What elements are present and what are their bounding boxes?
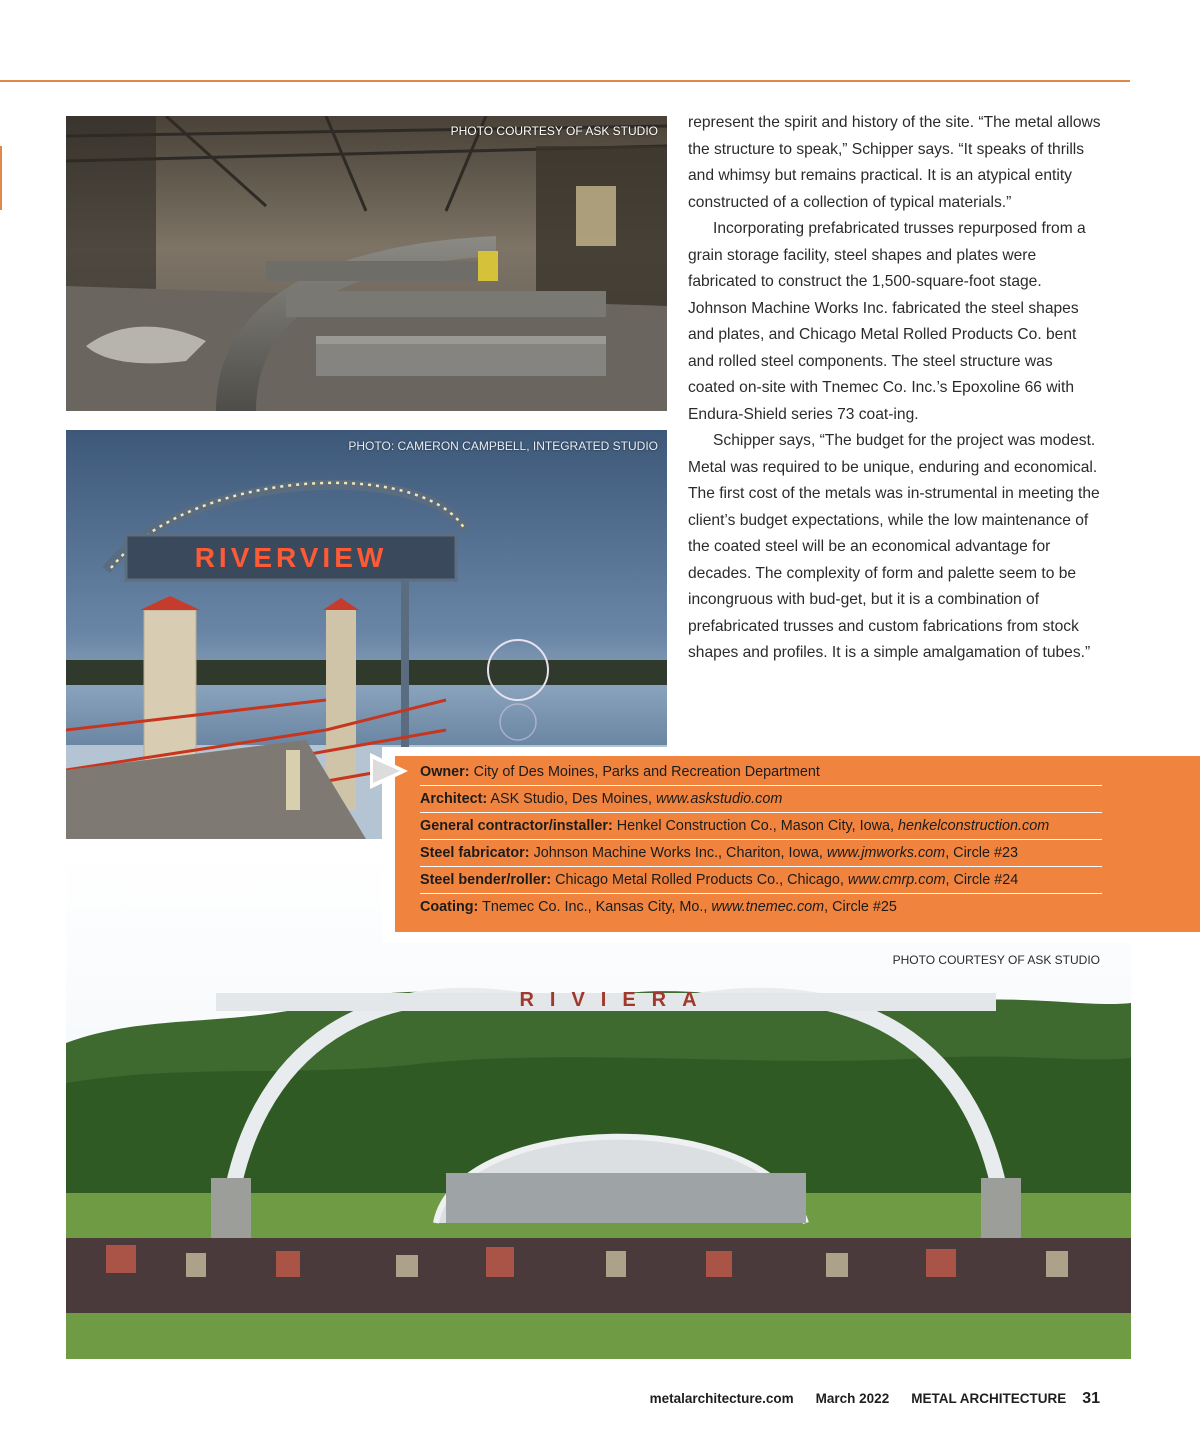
credit-row: General contractor/installer: Henkel Construction Co., Mason City, Iowa, henkelconstruction.com bbox=[420, 813, 1102, 840]
photo-credit: PHOTO COURTESY OF ASK STUDIO bbox=[892, 953, 1100, 967]
website-link[interactable]: www.cmrp.com bbox=[847, 872, 946, 888]
credit-list bbox=[420, 759, 1102, 920]
website-link[interactable]: www.askstudio.com bbox=[655, 791, 783, 807]
credit-row: Owner: City of Des Moines, Parks and Recreation Department bbox=[420, 759, 1102, 786]
riverview-sign-text: RIVERVIEW bbox=[194, 542, 388, 573]
photo-credit: PHOTO COURTESY OF ASK STUDIO bbox=[450, 124, 658, 138]
credit-row: Steel bender/roller: Chicago Metal Rolled Products Co., Chicago, www.cmrp.com, Circle #24 bbox=[420, 867, 1102, 894]
website-link[interactable]: henkelconstruction.com bbox=[898, 818, 1050, 834]
website-link[interactable]: www.jmworks.com bbox=[826, 845, 946, 861]
riviera-sign-text: RIVIERA bbox=[519, 989, 713, 1011]
page-number: 31 bbox=[1082, 1390, 1100, 1407]
credit-row: Coating: Tnemec Co. Inc., Kansas City, Mo., www.tnemec.com, Circle #25 bbox=[420, 899, 897, 915]
footer-site: metalarchitecture.com bbox=[649, 1391, 794, 1406]
paragraph: Schipper says, “The budget for the project was modest. Metal was required to be unique, enduring and economical. The first cost of the metals was in-strumental in meeting the client’s budget expectations, while the low maintenance of the coated steel will be an economical advantage for decades. The complexity of form and palette seem to be incongruous with bud-get, but it is a combination of prefabricated trusses and custom fabrications from stock shapes and profiles. It is a simple amalgamation of tubes.” bbox=[688, 432, 1100, 661]
paragraph: Incorporating prefabricated trusses repurposed from a grain storage facility, steel shapes and plates were fabricated to construct the 1,500-square-foot stage. Johnson Machine Works Inc. fabricated the steel shapes and plates, and Chicago Metal Rolled Products Co. bent and rolled steel components. The steel structure was coated on-site with Tnemec Co. Inc.’s Epoxoline 66 with Endura-Shield series 73 coat-ing. bbox=[688, 220, 1086, 423]
footer-issue: March 2022 bbox=[815, 1391, 890, 1406]
credit-row: Steel fabricator: Johnson Machine Works Inc., Chariton, Iowa, www.jmworks.com, Circle #23 bbox=[420, 840, 1102, 867]
fabrication-shop-photo bbox=[66, 116, 667, 411]
paragraph: represent the spirit and history of the site. “The metal allows the structure to speak,” Schipper says. “It speaks of thrills and whimsy but remains practical. It is an atypical entity constructed of a collection of typical materials.” bbox=[688, 114, 1101, 211]
page-footer bbox=[650, 1390, 1100, 1412]
header-rule bbox=[0, 80, 1130, 82]
play-arrow-icon bbox=[368, 751, 410, 791]
credit-row: Architect: ASK Studio, Des Moines, www.askstudio.com bbox=[420, 786, 1102, 813]
side-tab-marker bbox=[0, 146, 2, 210]
article-body bbox=[688, 110, 1102, 667]
website-link[interactable]: www.tnemec.com bbox=[711, 899, 825, 915]
photo-credit: PHOTO: CAMERON CAMPBELL, INTEGRATED STUDIO bbox=[348, 439, 658, 453]
footer-magazine: METAL ARCHITECTURE bbox=[911, 1391, 1067, 1406]
